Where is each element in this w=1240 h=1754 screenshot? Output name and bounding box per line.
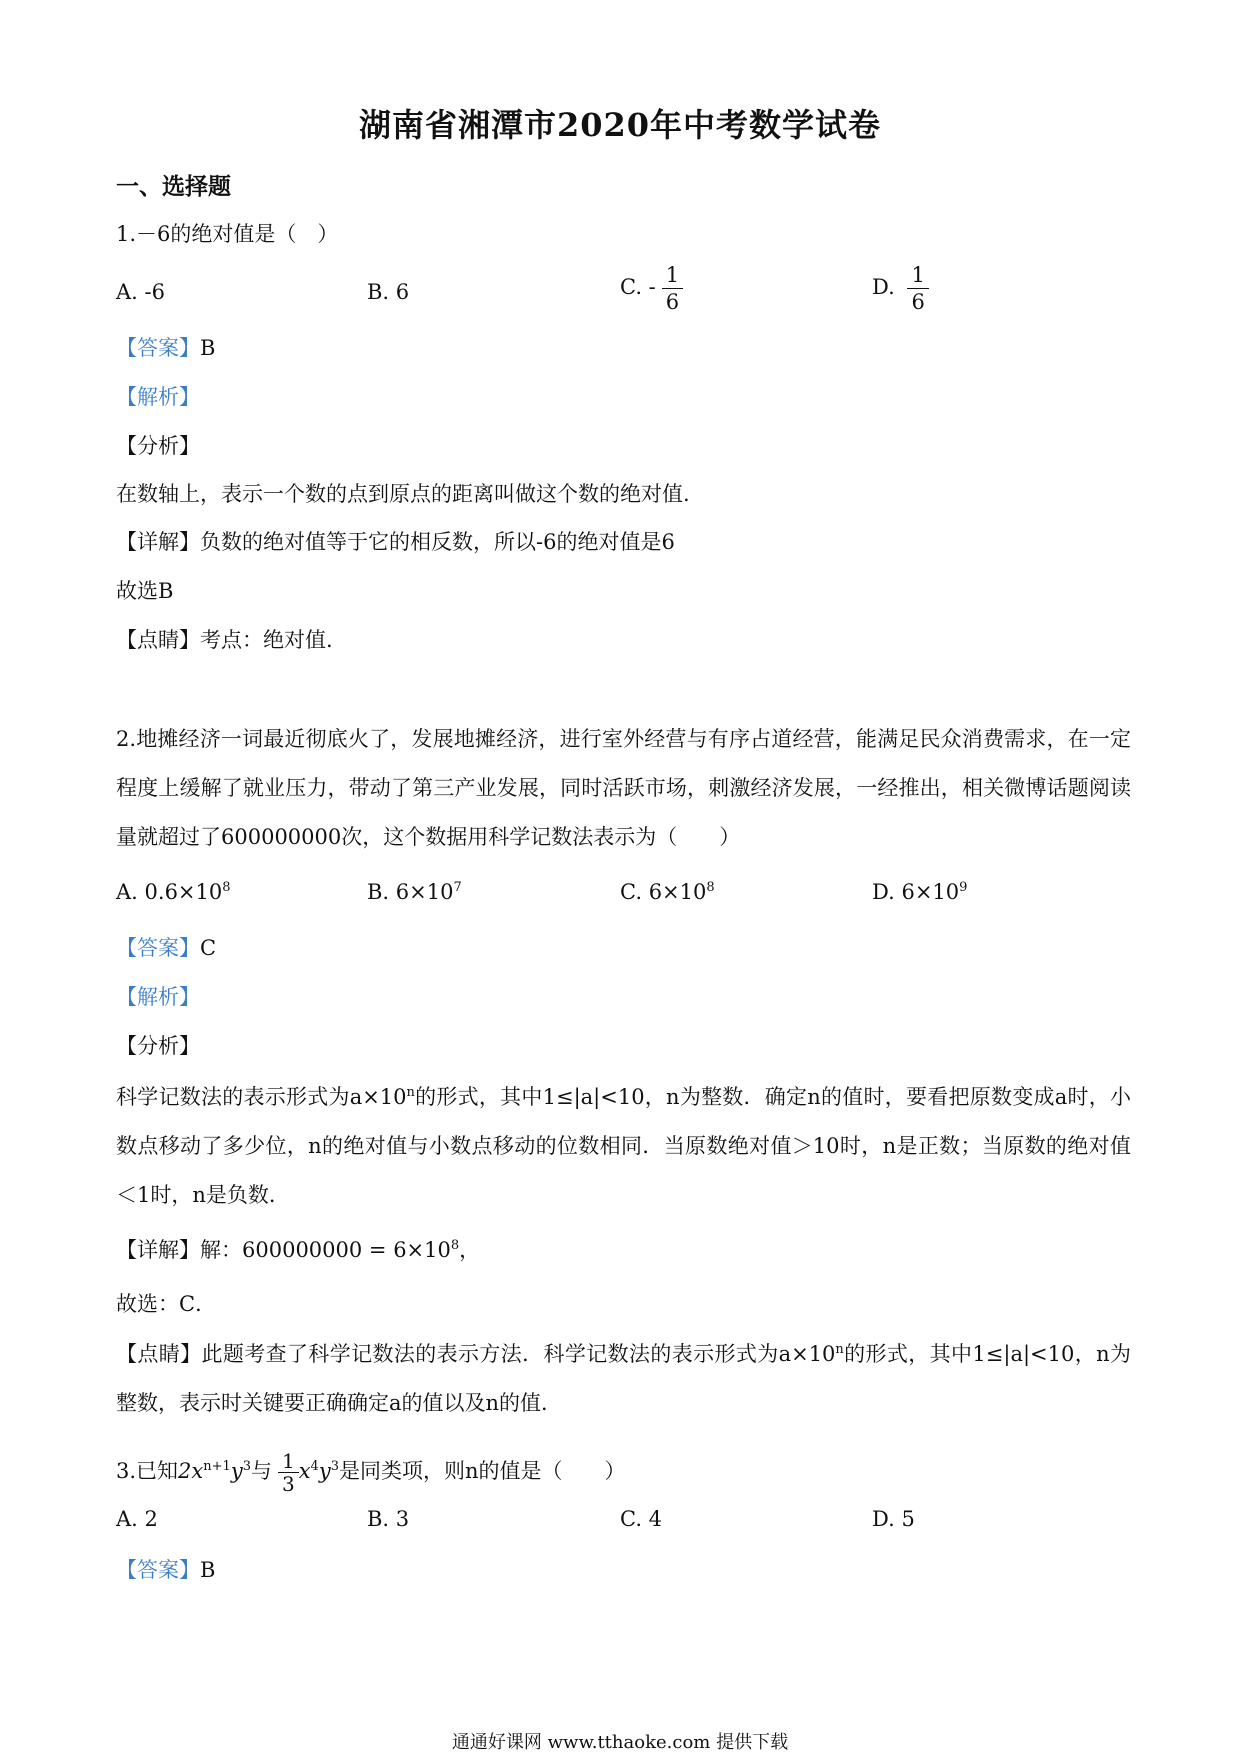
- q3-fraction: [278, 1450, 299, 1495]
- q1-choose: 故选B: [116, 579, 174, 603]
- answer-tag: 【答案】: [116, 336, 200, 360]
- q1-dianjing: [116, 626, 333, 654]
- option-exponent: 9: [959, 880, 968, 895]
- q3-term2-y-exponent: 3: [330, 1459, 339, 1474]
- q3-term1-y: y: [230, 1459, 243, 1483]
- dianjing-part-b: 的形式，其中1≤|a|<10，n为整数，表示时关键要正确确定a的值以及n的值．: [116, 1342, 1132, 1415]
- q3-option-a: A. 2: [116, 1507, 158, 1531]
- q3-option-b: B. 3: [367, 1507, 410, 1531]
- answer-tag: 【答案】: [116, 936, 200, 960]
- detail-tag: 【详解】: [116, 1238, 200, 1262]
- option-exponent: 8: [222, 880, 231, 895]
- q3-term1-y-exponent: 3: [242, 1459, 251, 1474]
- fenxi-part-b: 的形式，其中1≤|a|<10，n为整数．确定n的值时，要看把原数变成a时，小数点移动了多少位，n的绝对值与小数点移动的位数相同．当原数绝对值＞10时，n是正数；当原数的绝对值＜1时，n是负数．: [116, 1085, 1131, 1207]
- answer-value: B: [200, 336, 216, 360]
- option-base: 6×10: [395, 880, 454, 904]
- detail-tag: 【详解】: [116, 530, 200, 554]
- dianjing-exponent: n: [835, 1342, 844, 1357]
- q3-term1: 2x: [178, 1459, 204, 1483]
- q1-stem: 1.－6的绝对值是（ ）: [116, 222, 339, 246]
- q1-option-b: B. 6: [367, 280, 410, 304]
- q2-detail: [116, 1232, 480, 1264]
- option-label: A.: [116, 880, 138, 904]
- q2-choose: 故选：C．: [116, 1292, 217, 1316]
- q3-term2: x: [298, 1459, 311, 1483]
- q2-option-c: [620, 880, 715, 904]
- dianjing-tag: 【点睛】: [116, 628, 200, 652]
- fraction-numerator: 1: [907, 262, 928, 289]
- q3-term2-exponent: 4: [310, 1459, 319, 1474]
- dianjing-part-a: 此题考查了科学记数法的表示方法．科学记数法的表示形式为a×10: [201, 1342, 836, 1366]
- q3-option-d: D. 5: [872, 1507, 915, 1531]
- section-heading: 一、选择题: [116, 173, 231, 200]
- q1-option-d: [872, 262, 929, 315]
- detail-exponent: 8: [450, 1238, 460, 1253]
- q2-answer: [116, 934, 216, 962]
- q2-analysis-tag: 【解析】: [116, 985, 200, 1009]
- fenxi-exponent: n: [406, 1085, 415, 1100]
- detail-part-b: ，: [459, 1238, 481, 1262]
- page-footer: 通通好课网 www.tthaoke.com 提供下载: [451, 1732, 789, 1753]
- q1-option-d-fraction: [907, 262, 928, 315]
- q2-stem: 2.地摊经济一词最近彻底火了，发展地摊经济，进行室外经营与有序占道经营，能满足民众消费需求，在一定程度上缓解了就业压力，带动了第三产业发展，同时活跃市场，刺激经济发展，一经推出，相关微博话题阅读量就超过了600000000次，这个数据用科学记数法表示为（ ）: [116, 727, 1131, 849]
- answer-value: C: [200, 936, 217, 960]
- option-base: 6×10: [648, 880, 707, 904]
- q1-option-a: A. -6: [116, 280, 165, 304]
- q3-stem-part-a: 3.已知: [116, 1459, 179, 1483]
- q1-fenxi-text: 在数轴上，表示一个数的点到原点的距离叫做这个数的绝对值.: [116, 482, 690, 506]
- option-label: C.: [620, 880, 642, 904]
- q1-analysis-tag: 【解析】: [116, 385, 200, 409]
- fraction-numerator: 1: [662, 262, 683, 289]
- option-exponent: 8: [706, 880, 715, 895]
- answer-tag: 【答案】: [116, 1558, 200, 1582]
- q1-option-c-fraction: [662, 262, 683, 315]
- option-base: 6×10: [901, 880, 960, 904]
- q3-term2-y: y: [318, 1459, 331, 1483]
- dianjing-text: 考点：绝对值.: [200, 628, 333, 652]
- detail-text: 负数的绝对值等于它的相反数，所以-6的绝对值是6: [200, 530, 675, 554]
- page-title: 湖南省湘潭市2020年中考数学试卷: [358, 106, 882, 144]
- q3-stem: [116, 1440, 626, 1498]
- option-label: D.: [872, 880, 895, 904]
- q2-option-b: [367, 880, 462, 904]
- option-base: 0.6×10: [144, 880, 223, 904]
- option-label: B.: [367, 880, 390, 904]
- q1-detail: [116, 528, 675, 556]
- q2-option-d: [872, 880, 967, 904]
- q3-stem-part-c: 是同类项，则n的值是（ ）: [338, 1459, 626, 1483]
- q1-option-d-label: D.: [872, 275, 902, 299]
- detail-part-a: 解：600000000 = 6×10: [200, 1238, 451, 1262]
- q2-fenxi-text: [116, 1068, 1131, 1220]
- q1-option-c-label: C. -: [620, 275, 656, 299]
- q3-term1-exponent: n+1: [203, 1459, 231, 1474]
- q2-option-a: [116, 880, 231, 904]
- fraction-numerator: 1: [278, 1450, 299, 1473]
- q1-answer: [116, 334, 215, 362]
- q2-fenxi-tag: 【分析】: [116, 1034, 200, 1058]
- fenxi-part-a: 科学记数法的表示形式为a×10: [116, 1085, 407, 1109]
- answer-value: B: [200, 1558, 216, 1582]
- q2-dianjing: [116, 1325, 1131, 1428]
- q3-answer: [116, 1556, 215, 1584]
- q1-option-c: [620, 262, 683, 315]
- option-exponent: 7: [453, 880, 462, 895]
- fraction-denominator: 6: [911, 290, 925, 314]
- fraction-denominator: 3: [281, 1472, 295, 1496]
- dianjing-tag: 【点睛】: [116, 1342, 202, 1366]
- q3-option-c: C. 4: [620, 1507, 663, 1531]
- fraction-denominator: 6: [665, 290, 680, 314]
- q3-stem-part-b: 与: [250, 1459, 272, 1483]
- q1-fenxi-tag: 【分析】: [116, 434, 200, 458]
